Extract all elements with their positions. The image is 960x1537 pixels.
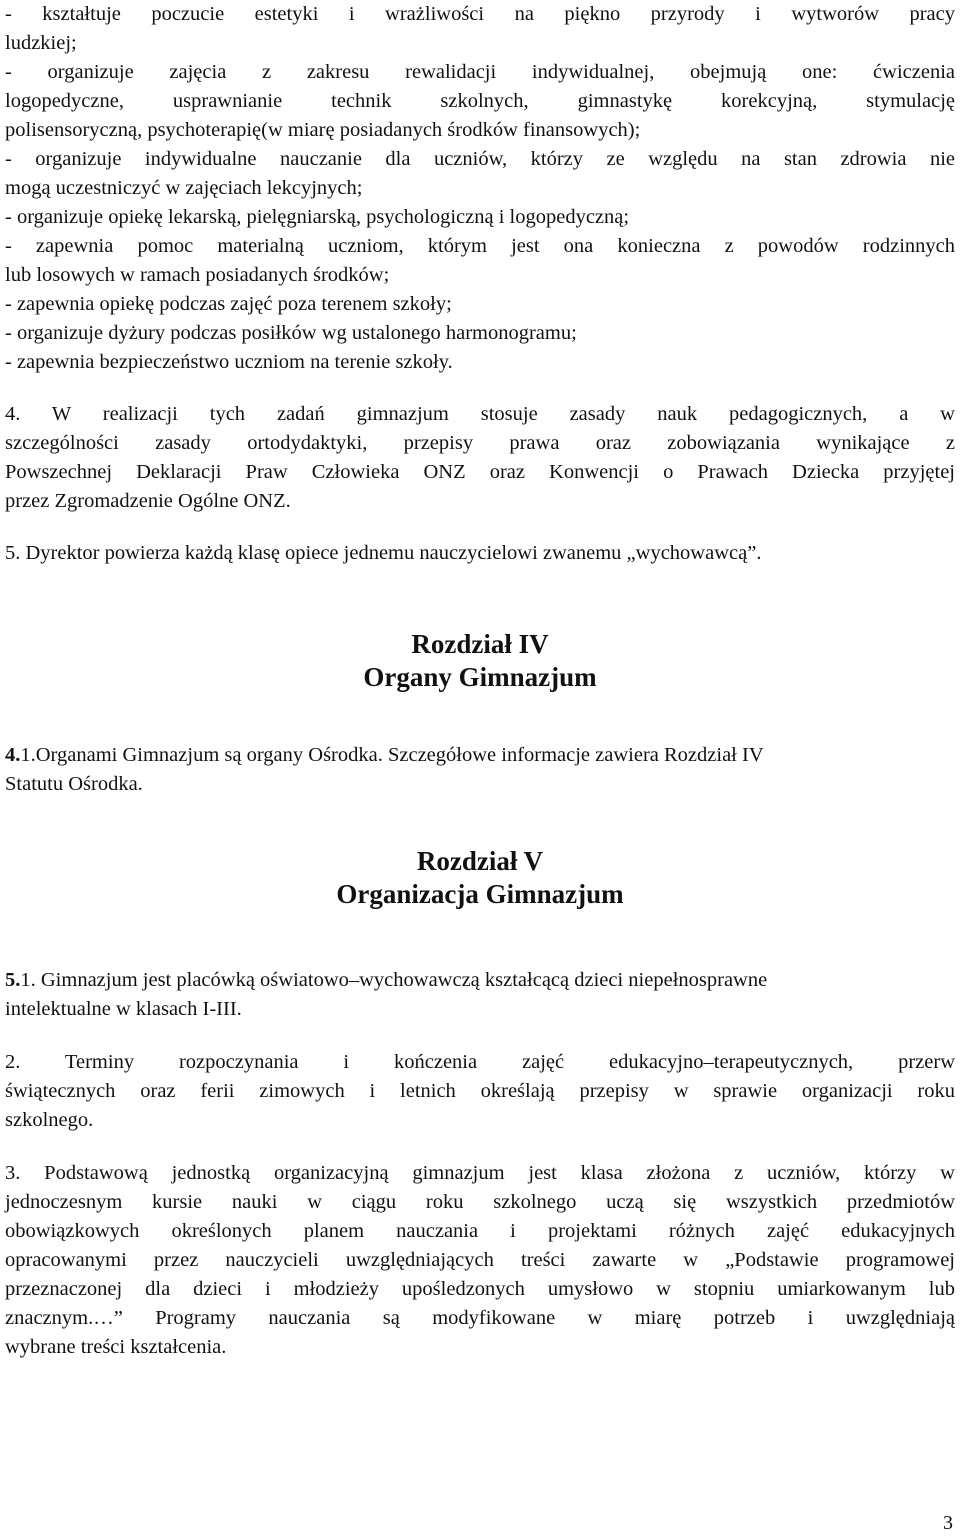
text-line: [5, 741, 955, 770]
text-line: logopedyczne, usprawnianie technik szkolnych, gimnastykę korekcyjną, stymulację: [5, 90, 955, 112]
text-line: 3. Podstawową jednostką organizacyjną gimnazjum jest klasa złożona z uczniów, którzy w: [5, 1162, 955, 1184]
text-line: świątecznych oraz ferii zimowych i letnich określają przepisy w sprawie organizacji roku: [5, 1080, 955, 1102]
chapter-title: Rozdział V: [416, 846, 544, 876]
text-line: przeznaczonej dla dzieci i młodzieży upośledzonych umysłowo w stopniu umiarkowanym lub: [5, 1278, 955, 1300]
paragraph-4-1: [5, 741, 955, 799]
paragraph-5: [5, 539, 955, 568]
page-number: 3: [943, 1512, 953, 1534]
text-line: - zapewnia bezpieczeństwo uczniom na terenie szkoły.: [5, 351, 453, 373]
text-line: lub losowych w ramach posiadanych środków;: [5, 264, 390, 286]
text-line: 2. Terminy rozpoczynania i kończenia zajęć edukacyjno–terapeutycznych, przerw: [5, 1051, 955, 1073]
text-line: znacznym.…” Programy nauczania są modyfikowane w miarę potrzeb i uwzględniają: [5, 1307, 955, 1329]
paragraph-5-2: [5, 1048, 955, 1135]
text-line: - kształtuje poczucie estetyki i wrażliwości na piękno przyrody i wytworów pracy: [5, 3, 955, 25]
chapter-title: Rozdział IV: [411, 629, 549, 659]
paragraph-5-1: [5, 966, 955, 1024]
document-page: [5, 0, 955, 1362]
text-line: [5, 966, 955, 995]
paragraph-4: [5, 400, 955, 516]
chapter-4-heading: [5, 628, 955, 694]
text-line: - organizuje indywidualne nauczanie dla uczniów, którzy ze względu na stan zdrowia nie: [5, 148, 955, 170]
text-line: 5. Dyrektor powierza każdą klasę opiece jednemu nauczycielowi zwanemu „wychowawcą”.: [5, 542, 762, 564]
text-line: obowiązkowych określonych planem nauczania i projektami różnych zajęć edukacyjnych: [5, 1220, 955, 1242]
paragraph-5-3: [5, 1159, 955, 1362]
paragraph-number: 5.: [5, 969, 21, 991]
text-line: szkolnego.: [5, 1109, 94, 1131]
text-line: Statutu Ośrodka.: [5, 773, 143, 795]
text-line: polisensoryczną, psychoterapię(w miarę posiadanych środków finansowych);: [5, 119, 641, 141]
chapter-5-heading: [5, 845, 955, 911]
text-line: - zapewnia opiekę podczas zajęć poza terenem szkoły;: [5, 293, 452, 315]
paragraph-text: 1.Organami Gimnazjum są organy Ośrodka. Szczegółowe informacje zawiera Rozdział IV: [20, 744, 764, 766]
text-line: - organizuje dyżury podczas posiłków wg ustalonego harmonogramu;: [5, 322, 577, 344]
text-line: intelektualne w klasach I-III.: [5, 998, 242, 1020]
text-line: Powszechnej Deklaracji Praw Człowieka ONZ oraz Konwencji o Prawach Dziecka przyjętej: [5, 461, 955, 483]
text-line: - organizuje zajęcia z zakresu rewalidacji indywidualnej, obejmują one: ćwiczenia: [5, 61, 955, 83]
text-line: ludzkiej;: [5, 32, 77, 54]
text-line: 4. W realizacji tych zadań gimnazjum stosuje zasady nauk pedagogicznych, a w: [5, 403, 955, 425]
paragraph-text: 1. Gimnazjum jest placówką oświatowo–wychowawczą kształcącą dzieci niepełnosprawne: [20, 969, 768, 991]
text-line: - zapewnia pomoc materialną uczniom, którym jest ona konieczna z powodów rodzinnych: [5, 235, 955, 257]
text-line: opracowanymi przez nauczycieli uwzględniających treści zawarte w „Podstawie programowej: [5, 1249, 955, 1271]
paragraph-number: 4.: [5, 744, 21, 766]
chapter-subtitle: Organy Gimnazjum: [363, 662, 597, 692]
text-line: przez Zgromadzenie Ogólne ONZ.: [5, 490, 291, 512]
text-line: szczególności zasady ortodydaktyki, przepisy prawa oraz zobowiązania wynikające z: [5, 432, 955, 454]
text-line: mogą uczestniczyć w zajęciach lekcyjnych;: [5, 177, 363, 199]
text-line: wybrane treści kształcenia.: [5, 1336, 227, 1358]
chapter-subtitle: Organizacja Gimnazjum: [336, 879, 624, 909]
task-list: [5, 0, 955, 377]
text-line: jednoczesnym kursie nauki w ciągu roku szkolnego uczą się wszystkich przedmiotów: [5, 1191, 955, 1213]
text-line: - organizuje opiekę lekarską, pielęgniarską, psychologiczną i logopedyczną;: [5, 206, 630, 228]
